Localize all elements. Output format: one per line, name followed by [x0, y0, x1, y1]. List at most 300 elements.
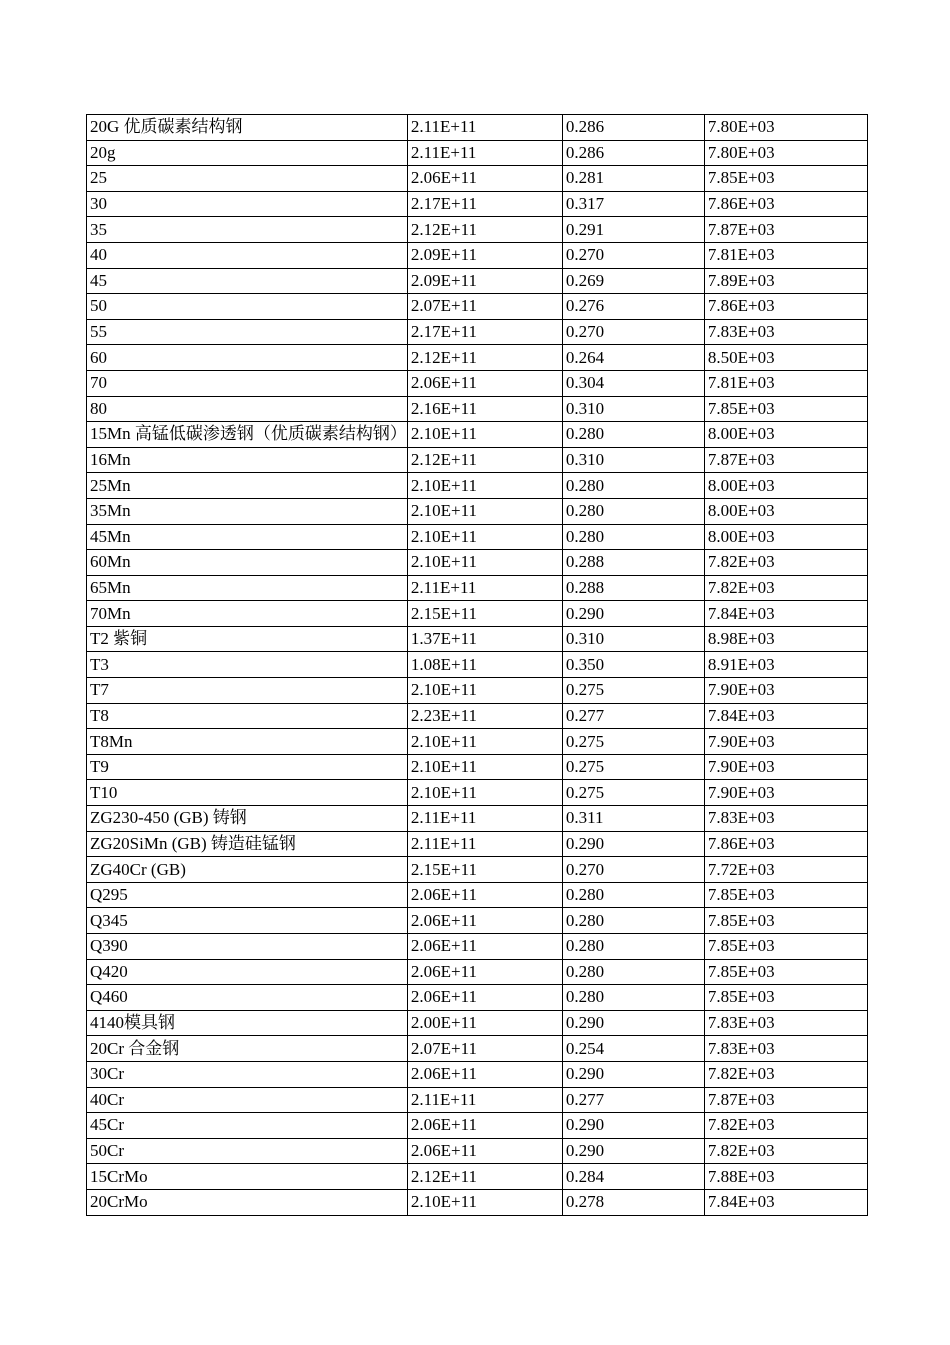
poisson-ratio-cell	[562, 1138, 704, 1164]
table-row	[87, 882, 868, 908]
density-cell	[704, 959, 867, 985]
material-grade-text: 50Cr	[90, 1141, 124, 1161]
density-text: 7.86E+03	[707, 833, 775, 853]
material-grade-text: 45	[90, 270, 107, 290]
table-row	[87, 1036, 868, 1062]
elastic-modulus-cell	[407, 754, 562, 780]
density-text: 7.90E+03	[707, 731, 775, 751]
elastic-modulus-cell	[407, 934, 562, 960]
density-text: 7.86E+03	[707, 296, 775, 316]
density-text: 7.90E+03	[707, 680, 775, 700]
density-text: 7.80E+03	[707, 142, 775, 162]
poisson-ratio-text: 0.280	[565, 961, 605, 981]
density-text: 7.84E+03	[707, 603, 775, 623]
table-row	[87, 268, 868, 294]
density-text: 7.83E+03	[707, 322, 775, 342]
density-cell	[704, 806, 867, 832]
material-grade-text: T2 紫铜	[90, 629, 148, 649]
material-grade-text: 70Mn	[90, 603, 131, 623]
material-grade-text: 4140模具钢	[90, 1013, 175, 1033]
elastic-modulus-cell	[407, 959, 562, 985]
elastic-modulus-text: 2.06E+11	[410, 1064, 477, 1084]
table-row	[87, 1061, 868, 1087]
poisson-ratio-text: 0.270	[565, 322, 605, 342]
density-text: 7.85E+03	[707, 168, 775, 188]
elastic-modulus-cell	[407, 422, 562, 448]
elastic-modulus-cell	[407, 1113, 562, 1139]
material-grade-cell	[87, 498, 408, 524]
elastic-modulus-text: 2.11E+11	[410, 833, 477, 853]
elastic-modulus-cell	[407, 1164, 562, 1190]
poisson-ratio-cell	[562, 831, 704, 857]
elastic-modulus-text: 2.06E+11	[410, 936, 477, 956]
poisson-ratio-text: 0.291	[565, 219, 605, 239]
table-row	[87, 550, 868, 576]
material-grade-cell	[87, 1010, 408, 1036]
elastic-modulus-cell	[407, 729, 562, 755]
material-grade-cell	[87, 703, 408, 729]
table-row	[87, 908, 868, 934]
density-text: 8.00E+03	[707, 526, 775, 546]
material-grade-cell	[87, 1087, 408, 1113]
table-row	[87, 166, 868, 192]
material-grade-text: 16Mn	[90, 450, 131, 470]
density-text: 7.83E+03	[707, 1038, 775, 1058]
density-cell	[704, 908, 867, 934]
material-grade-text: 55	[90, 322, 107, 342]
material-grade-cell	[87, 191, 408, 217]
poisson-ratio-cell	[562, 934, 704, 960]
elastic-modulus-cell	[407, 319, 562, 345]
elastic-modulus-cell	[407, 575, 562, 601]
elastic-modulus-cell	[407, 242, 562, 268]
material-grade-cell	[87, 908, 408, 934]
material-grade-text: 65Mn	[90, 577, 131, 597]
poisson-ratio-text: 0.276	[565, 296, 605, 316]
density-cell	[704, 140, 867, 166]
poisson-ratio-cell	[562, 294, 704, 320]
material-grade-cell	[87, 1138, 408, 1164]
density-text: 7.86E+03	[707, 194, 775, 214]
density-cell	[704, 1061, 867, 1087]
density-text: 7.85E+03	[707, 398, 775, 418]
elastic-modulus-cell	[407, 857, 562, 883]
poisson-ratio-cell	[562, 1036, 704, 1062]
poisson-ratio-cell	[562, 729, 704, 755]
density-text: 8.00E+03	[707, 475, 775, 495]
material-grade-cell	[87, 1036, 408, 1062]
poisson-ratio-cell	[562, 396, 704, 422]
material-grade-text: 20G 优质碳素结构钢	[90, 117, 243, 137]
material-grade-text: Q345	[90, 910, 128, 930]
elastic-modulus-text: 2.10E+11	[410, 424, 477, 444]
table-row	[87, 754, 868, 780]
elastic-modulus-cell	[407, 831, 562, 857]
density-cell	[704, 985, 867, 1011]
elastic-modulus-text: 2.10E+11	[410, 552, 477, 572]
density-text: 7.82E+03	[707, 552, 775, 572]
material-grade-cell	[87, 934, 408, 960]
material-grade-cell	[87, 729, 408, 755]
elastic-modulus-cell	[407, 140, 562, 166]
material-grade-cell	[87, 1189, 408, 1215]
table-row	[87, 115, 868, 141]
density-cell	[704, 294, 867, 320]
elastic-modulus-cell	[407, 626, 562, 652]
elastic-modulus-cell	[407, 1036, 562, 1062]
density-text: 7.85E+03	[707, 910, 775, 930]
density-text: 7.83E+03	[707, 808, 775, 828]
poisson-ratio-text: 0.275	[565, 757, 605, 777]
elastic-modulus-text: 2.00E+11	[410, 1013, 477, 1033]
material-grade-text: T8Mn	[90, 731, 133, 751]
density-cell	[704, 191, 867, 217]
density-text: 8.98E+03	[707, 629, 775, 649]
material-grade-cell	[87, 217, 408, 243]
density-text: 7.82E+03	[707, 1115, 775, 1135]
density-text: 8.91E+03	[707, 654, 775, 674]
density-text: 7.85E+03	[707, 961, 775, 981]
material-grade-cell	[87, 959, 408, 985]
elastic-modulus-text: 2.11E+11	[410, 117, 477, 137]
density-cell	[704, 780, 867, 806]
poisson-ratio-cell	[562, 882, 704, 908]
poisson-ratio-text: 0.280	[565, 501, 605, 521]
material-grade-text: 60Mn	[90, 552, 131, 572]
material-grade-cell	[87, 652, 408, 678]
material-grade-text: 50	[90, 296, 107, 316]
elastic-modulus-cell	[407, 345, 562, 371]
poisson-ratio-text: 0.290	[565, 1064, 605, 1084]
elastic-modulus-cell	[407, 806, 562, 832]
poisson-ratio-text: 0.284	[565, 1166, 605, 1186]
poisson-ratio-text: 0.288	[565, 577, 605, 597]
poisson-ratio-text: 0.280	[565, 936, 605, 956]
table-row	[87, 1189, 868, 1215]
density-cell	[704, 882, 867, 908]
poisson-ratio-cell	[562, 985, 704, 1011]
density-cell	[704, 729, 867, 755]
material-grade-cell	[87, 422, 408, 448]
elastic-modulus-cell	[407, 524, 562, 550]
density-cell	[704, 1113, 867, 1139]
poisson-ratio-cell	[562, 140, 704, 166]
material-grade-cell	[87, 754, 408, 780]
material-grade-text: T7	[90, 680, 109, 700]
table-row	[87, 806, 868, 832]
material-grade-text: 15CrMo	[90, 1166, 148, 1186]
poisson-ratio-text: 0.275	[565, 680, 605, 700]
elastic-modulus-cell	[407, 1189, 562, 1215]
poisson-ratio-cell	[562, 857, 704, 883]
elastic-modulus-cell	[407, 601, 562, 627]
material-grade-text: Q460	[90, 987, 128, 1007]
elastic-modulus-text: 2.10E+11	[410, 475, 477, 495]
density-text: 8.00E+03	[707, 501, 775, 521]
elastic-modulus-cell	[407, 882, 562, 908]
elastic-modulus-cell	[407, 268, 562, 294]
table-row	[87, 140, 868, 166]
elastic-modulus-cell	[407, 396, 562, 422]
elastic-modulus-text: 2.10E+11	[410, 680, 477, 700]
material-grade-text: 70	[90, 373, 107, 393]
density-cell	[704, 115, 867, 141]
poisson-ratio-text: 0.264	[565, 347, 605, 367]
density-cell	[704, 652, 867, 678]
poisson-ratio-cell	[562, 524, 704, 550]
table-row	[87, 959, 868, 985]
density-text: 7.81E+03	[707, 245, 775, 265]
density-cell	[704, 1164, 867, 1190]
density-cell	[704, 447, 867, 473]
poisson-ratio-text: 0.286	[565, 117, 605, 137]
density-text: 7.81E+03	[707, 373, 775, 393]
density-cell	[704, 370, 867, 396]
elastic-modulus-text: 2.09E+11	[410, 245, 477, 265]
material-grade-cell	[87, 294, 408, 320]
poisson-ratio-text: 0.286	[565, 142, 605, 162]
poisson-ratio-cell	[562, 1113, 704, 1139]
poisson-ratio-cell	[562, 806, 704, 832]
elastic-modulus-text: 2.06E+11	[410, 1141, 477, 1161]
poisson-ratio-text: 0.277	[565, 705, 605, 725]
poisson-ratio-cell	[562, 678, 704, 704]
density-cell	[704, 678, 867, 704]
density-text: 7.88E+03	[707, 1166, 775, 1186]
elastic-modulus-cell	[407, 473, 562, 499]
elastic-modulus-text: 1.08E+11	[410, 654, 477, 674]
elastic-modulus-text: 2.06E+11	[410, 910, 477, 930]
table-row	[87, 934, 868, 960]
elastic-modulus-text: 2.17E+11	[410, 194, 477, 214]
density-cell	[704, 831, 867, 857]
table-row	[87, 985, 868, 1011]
material-grade-text: 25Mn	[90, 475, 131, 495]
poisson-ratio-text: 0.310	[565, 629, 605, 649]
material-grade-text: 20CrMo	[90, 1192, 148, 1212]
poisson-ratio-cell	[562, 703, 704, 729]
poisson-ratio-text: 0.275	[565, 731, 605, 751]
material-grade-cell	[87, 140, 408, 166]
poisson-ratio-cell	[562, 959, 704, 985]
table-row	[87, 703, 868, 729]
elastic-modulus-text: 2.11E+11	[410, 577, 477, 597]
material-grade-cell	[87, 115, 408, 141]
poisson-ratio-text: 0.290	[565, 1115, 605, 1135]
poisson-ratio-text: 0.280	[565, 475, 605, 495]
density-cell	[704, 703, 867, 729]
poisson-ratio-cell	[562, 754, 704, 780]
density-cell	[704, 857, 867, 883]
poisson-ratio-text: 0.290	[565, 833, 605, 853]
density-cell	[704, 524, 867, 550]
poisson-ratio-cell	[562, 268, 704, 294]
elastic-modulus-cell	[407, 550, 562, 576]
table-row	[87, 498, 868, 524]
elastic-modulus-text: 2.10E+11	[410, 782, 477, 802]
elastic-modulus-cell	[407, 1010, 562, 1036]
material-grade-cell	[87, 396, 408, 422]
density-cell	[704, 1010, 867, 1036]
poisson-ratio-text: 0.290	[565, 603, 605, 623]
poisson-ratio-text: 0.310	[565, 450, 605, 470]
material-grade-text: T9	[90, 757, 109, 777]
elastic-modulus-cell	[407, 498, 562, 524]
table-row	[87, 575, 868, 601]
material-grade-text: Q295	[90, 885, 128, 905]
poisson-ratio-cell	[562, 1164, 704, 1190]
material-grade-cell	[87, 524, 408, 550]
density-cell	[704, 242, 867, 268]
poisson-ratio-cell	[562, 370, 704, 396]
elastic-modulus-text: 2.12E+11	[410, 347, 477, 367]
density-text: 7.82E+03	[707, 577, 775, 597]
elastic-modulus-text: 2.23E+11	[410, 705, 477, 725]
density-cell	[704, 626, 867, 652]
elastic-modulus-text: 2.11E+11	[410, 1089, 477, 1109]
elastic-modulus-text: 2.10E+11	[410, 1192, 477, 1212]
poisson-ratio-cell	[562, 115, 704, 141]
table-row	[87, 294, 868, 320]
density-text: 8.00E+03	[707, 424, 775, 444]
material-grade-cell	[87, 1113, 408, 1139]
density-cell	[704, 754, 867, 780]
density-cell	[704, 1189, 867, 1215]
poisson-ratio-text: 0.275	[565, 782, 605, 802]
elastic-modulus-cell	[407, 166, 562, 192]
table-row	[87, 1164, 868, 1190]
material-grade-text: 35Mn	[90, 501, 131, 521]
poisson-ratio-cell	[562, 1010, 704, 1036]
elastic-modulus-cell	[407, 652, 562, 678]
poisson-ratio-text: 0.270	[565, 245, 605, 265]
material-grade-text: 25	[90, 168, 107, 188]
density-cell	[704, 345, 867, 371]
material-grade-text: ZG230-450 (GB) 铸钢	[90, 808, 247, 828]
material-grade-text: 40	[90, 245, 107, 265]
density-cell	[704, 1087, 867, 1113]
material-grade-cell	[87, 806, 408, 832]
elastic-modulus-text: 2.07E+11	[410, 296, 477, 316]
material-grade-text: Q420	[90, 961, 128, 981]
table-row	[87, 780, 868, 806]
elastic-modulus-cell	[407, 1138, 562, 1164]
elastic-modulus-cell	[407, 1061, 562, 1087]
density-cell	[704, 601, 867, 627]
elastic-modulus-text: 2.15E+11	[410, 603, 477, 623]
elastic-modulus-text: 1.37E+11	[410, 629, 477, 649]
table-row	[87, 831, 868, 857]
density-cell	[704, 422, 867, 448]
poisson-ratio-text: 0.317	[565, 194, 605, 214]
material-grade-text: 40Cr	[90, 1089, 124, 1109]
density-text: 7.80E+03	[707, 117, 775, 137]
elastic-modulus-text: 2.06E+11	[410, 1115, 477, 1135]
material-grade-text: 30	[90, 194, 107, 214]
poisson-ratio-cell	[562, 422, 704, 448]
material-grade-cell	[87, 447, 408, 473]
poisson-ratio-text: 0.310	[565, 398, 605, 418]
elastic-modulus-text: 2.10E+11	[410, 501, 477, 521]
table-row	[87, 422, 868, 448]
poisson-ratio-text: 0.311	[565, 808, 604, 828]
elastic-modulus-text: 2.12E+11	[410, 219, 477, 239]
elastic-modulus-text: 2.06E+11	[410, 885, 477, 905]
poisson-ratio-cell	[562, 473, 704, 499]
poisson-ratio-text: 0.290	[565, 1013, 605, 1033]
poisson-ratio-cell	[562, 498, 704, 524]
elastic-modulus-cell	[407, 217, 562, 243]
poisson-ratio-cell	[562, 242, 704, 268]
table-row	[87, 319, 868, 345]
elastic-modulus-text: 2.06E+11	[410, 961, 477, 981]
density-text: 7.84E+03	[707, 1192, 775, 1212]
poisson-ratio-text: 0.304	[565, 373, 605, 393]
density-text: 7.83E+03	[707, 1013, 775, 1033]
material-grade-cell	[87, 857, 408, 883]
density-text: 7.85E+03	[707, 987, 775, 1007]
material-grade-cell	[87, 575, 408, 601]
material-grade-text: 80	[90, 398, 107, 418]
poisson-ratio-cell	[562, 447, 704, 473]
poisson-ratio-text: 0.280	[565, 424, 605, 444]
elastic-modulus-text: 2.11E+11	[410, 808, 477, 828]
elastic-modulus-cell	[407, 908, 562, 934]
poisson-ratio-text: 0.269	[565, 270, 605, 290]
elastic-modulus-cell	[407, 678, 562, 704]
material-grade-text: 60	[90, 347, 107, 367]
material-grade-text: 45Cr	[90, 1115, 124, 1135]
material-grade-text: ZG20SiMn (GB) 铸造硅锰钢	[90, 833, 296, 853]
poisson-ratio-text: 0.280	[565, 526, 605, 546]
material-grade-cell	[87, 780, 408, 806]
poisson-ratio-cell	[562, 1061, 704, 1087]
poisson-ratio-text: 0.290	[565, 1141, 605, 1161]
table-row	[87, 626, 868, 652]
density-text: 7.87E+03	[707, 219, 775, 239]
elastic-modulus-cell	[407, 191, 562, 217]
table-row	[87, 191, 868, 217]
material-grade-text: ZG40Cr (GB)	[90, 859, 186, 879]
density-text: 7.72E+03	[707, 859, 775, 879]
density-text: 7.84E+03	[707, 705, 775, 725]
density-text: 7.85E+03	[707, 936, 775, 956]
material-grade-cell	[87, 166, 408, 192]
elastic-modulus-cell	[407, 370, 562, 396]
elastic-modulus-text: 2.10E+11	[410, 757, 477, 777]
density-cell	[704, 498, 867, 524]
elastic-modulus-text: 2.10E+11	[410, 731, 477, 751]
material-grade-text: 35	[90, 219, 107, 239]
table-row	[87, 601, 868, 627]
poisson-ratio-cell	[562, 1087, 704, 1113]
material-grade-cell	[87, 626, 408, 652]
density-cell	[704, 1138, 867, 1164]
poisson-ratio-cell	[562, 780, 704, 806]
poisson-ratio-text: 0.281	[565, 168, 605, 188]
poisson-ratio-text: 0.350	[565, 654, 605, 674]
table-row	[87, 524, 868, 550]
elastic-modulus-text: 2.17E+11	[410, 322, 477, 342]
poisson-ratio-cell	[562, 166, 704, 192]
material-grade-cell	[87, 319, 408, 345]
density-text: 7.82E+03	[707, 1064, 775, 1084]
elastic-modulus-text: 2.09E+11	[410, 270, 477, 290]
material-grade-cell	[87, 1164, 408, 1190]
poisson-ratio-text: 0.277	[565, 1089, 605, 1109]
elastic-modulus-text: 2.15E+11	[410, 859, 477, 879]
material-properties-table	[86, 114, 868, 1216]
